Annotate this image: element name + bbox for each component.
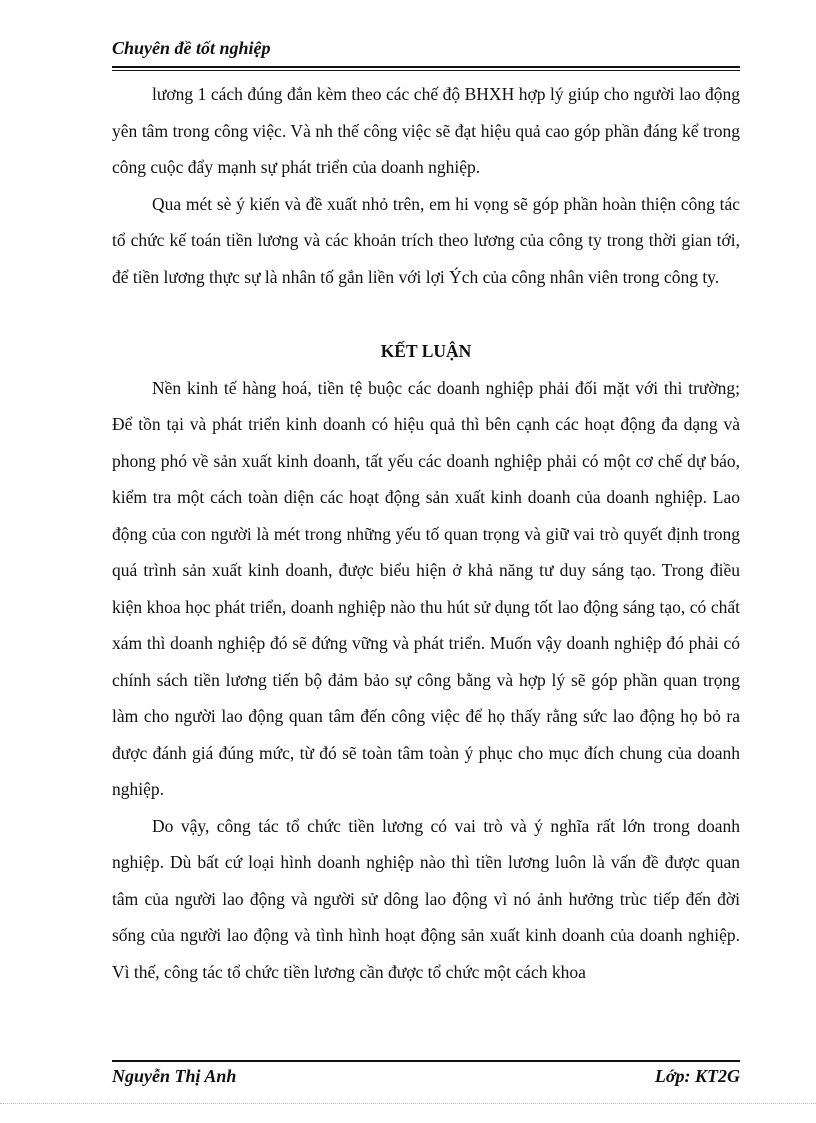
paragraph-2: Qua mét sè ý kiến và đề xuất nhỏ trên, em hi vọng sẽ góp phần hoàn thiện công tác tổ chức kế toán tiền lương và các khoản trích theo lương của công ty trong thời gian tới, để tiền lương thực sự là nhân tố gắn liền với lợi Ých của công nhân viên trong công ty. [112, 193, 740, 287]
page-header-title: Chuyên đề tốt nghiệp [112, 38, 271, 58]
document-body [112, 76, 740, 990]
footer-divider [112, 1060, 740, 1062]
header-divider [112, 66, 740, 68]
footer-author: Nguyễn Thị Anh [112, 1066, 237, 1086]
header-divider-thin [112, 70, 740, 71]
section-heading: KẾT LUẬN [380, 341, 472, 361]
paragraph-1: lương 1 cách đúng đắn kèm theo các chế độ BHXH hợp lý giúp cho người lao động yên tâm trong công việc. Và nh thế công việc sẽ đạt hiệu quả cao góp phần đáng kể trong công cuộc đẩy mạnh sự phát triển của doanh nghiệp. [112, 84, 740, 177]
paragraph-4: Do vậy, công tác tổ chức tiền lương có vai trò và ý nghĩa rất lớn trong doanh nghiệp. Dù bất cứ loại hình doanh nghiệp nào thì tiền lương luôn là vấn đề được quan tâm của người lao động và người sử dông lao động vì nó ảnh hưởng trùc tiếp đến đời sống của người lao động và tình hình hoạt động sản xuất kinh doanh của doanh nghiệp. Vì thế, công tác tổ chức tiền lương cần được tổ chức một cách khoa [112, 815, 740, 982]
page-boundary [0, 1103, 816, 1104]
paragraph-3: Nền kinh tế hàng hoá, tiền tệ buộc các doanh nghiệp phải đối mặt với thi trường; Để tồn tại và phát triển kinh doanh có hiệu quả thì bên cạnh các hoạt động đa dạng và phong phó về sản xuất kinh doanh, tất yếu các doanh nghiệp phải có một cơ chế dự báo, kiểm tra một cách toàn diện các hoạt động sản xuất kinh doanh của doanh nghiệp. Lao động của con người là mét trong những yếu tố quan trọng và giữ vai trò quyết định trong quá trình sản xuất kinh doanh, được biểu hiện ở khả năng tư duy sáng tạo. Trong điều kiện khoa học phát triển, doanh nghiệp nào thu hút sử dụng tốt lao động sáng tạo, có chất xám thì doanh nghiệp đó sẽ đứng vững và phát triển. Muốn vậy doanh nghiệp đó phải có chính sách tiền lương tiến bộ đảm bảo sự công bằng và hợp lý sẽ góp phần quan trọng làm cho người lao động quan tâm đến công việc để họ thấy rằng sức lao động họ bỏ ra được đánh giá đúng mức, từ đó sẽ toàn tâm toàn ý phục cho mục đích chung của doanh nghiệp. [112, 377, 740, 799]
footer-class: Lớp: KT2G [654, 1066, 740, 1086]
